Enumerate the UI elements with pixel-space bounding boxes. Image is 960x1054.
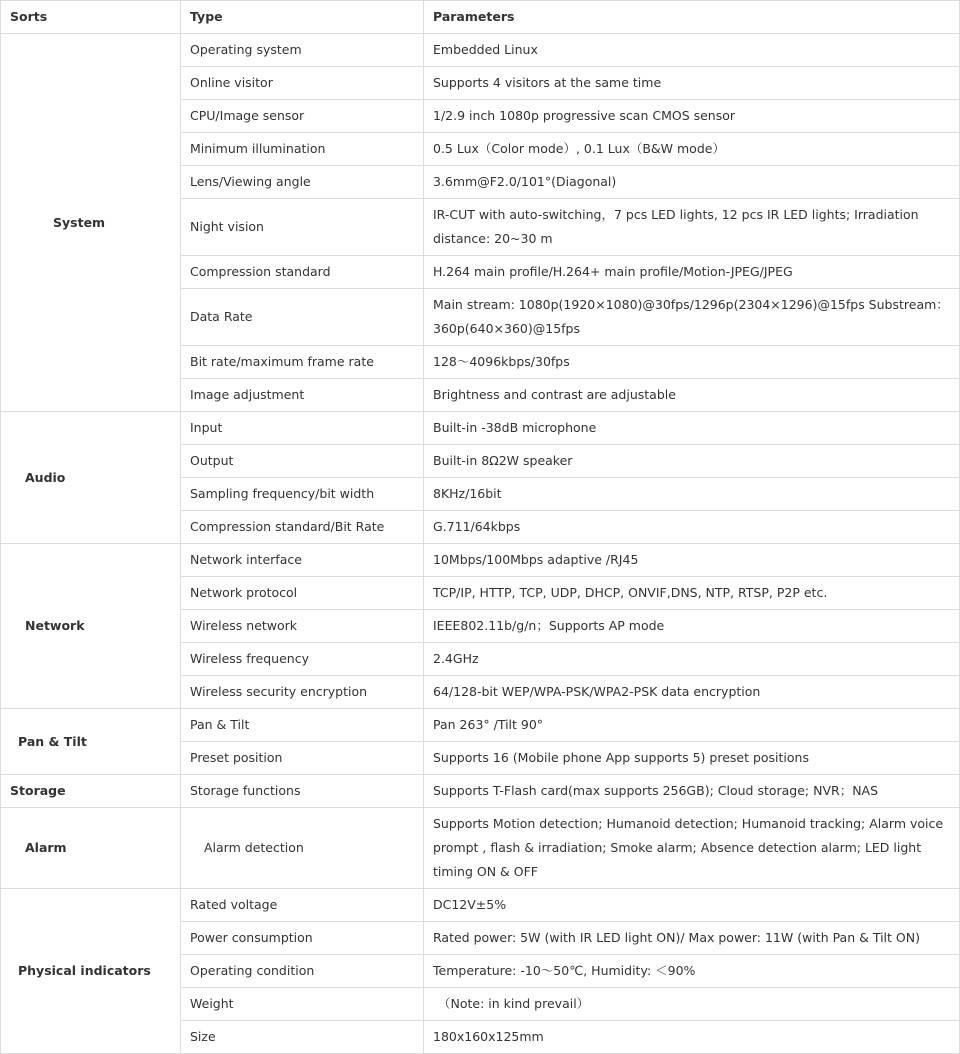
sort-system: System — [1, 34, 181, 412]
type-cell: Wireless network — [181, 610, 424, 643]
param-cell: 2.4GHz — [424, 643, 960, 676]
type-cell: Minimum illumination — [181, 133, 424, 166]
type-cell: Operating system — [181, 34, 424, 67]
type-cell: Storage functions — [181, 775, 424, 808]
type-cell: Power consumption — [181, 922, 424, 955]
param-cell: H.264 main profile/H.264+ main profile/Motion-JPEG/JPEG — [424, 256, 960, 289]
type-cell: Network interface — [181, 544, 424, 577]
param-cell: （Note: in kind prevail） — [424, 988, 960, 1021]
param-cell: Supports Motion detection; Humanoid detection; Humanoid tracking; Alarm voice prompt , flash & irradiation; Smoke alarm; Absence detection alarm; LED light timing ON & OFF — [424, 808, 960, 889]
param-cell: 1/2.9 inch 1080p progressive scan CMOS sensor — [424, 100, 960, 133]
type-cell: CPU/Image sensor — [181, 100, 424, 133]
table-row — [1, 412, 960, 445]
param-cell: 128～4096kbps/30fps — [424, 346, 960, 379]
param-cell: Embedded Linux — [424, 34, 960, 67]
type-cell: Compression standard/Bit Rate — [181, 511, 424, 544]
type-cell: Preset position — [181, 742, 424, 775]
param-cell: Supports 4 visitors at the same time — [424, 67, 960, 100]
type-cell: Input — [181, 412, 424, 445]
type-cell: Sampling frequency/bit width — [181, 478, 424, 511]
sort-physical-indicators: Physical indicators — [1, 889, 181, 1054]
type-cell: Data Rate — [181, 289, 424, 346]
param-cell: 10Mbps/100Mbps adaptive /RJ45 — [424, 544, 960, 577]
type-cell: Lens/Viewing angle — [181, 166, 424, 199]
table-row — [1, 808, 960, 889]
param-cell: Rated power: 5W (with IR LED light ON)/ Max power: 11W (with Pan & Tilt ON) — [424, 922, 960, 955]
type-cell: Output — [181, 445, 424, 478]
table-row — [1, 775, 960, 808]
param-cell: IEEE802.11b/g/n；Supports AP mode — [424, 610, 960, 643]
type-cell: Pan & Tilt — [181, 709, 424, 742]
param-cell: TCP/IP, HTTP, TCP, UDP, DHCP, ONVIF,DNS, NTP, RTSP, P2P etc. — [424, 577, 960, 610]
sort-audio: Audio — [1, 412, 181, 544]
table-row — [1, 544, 960, 577]
header-row — [1, 1, 960, 34]
header-parameters: Parameters — [424, 1, 960, 34]
type-cell: Operating condition — [181, 955, 424, 988]
type-cell: Network protocol — [181, 577, 424, 610]
sort-storage: Storage — [1, 775, 181, 808]
type-cell: Size — [181, 1021, 424, 1054]
type-cell: Alarm detection — [181, 808, 424, 889]
type-cell: Online visitor — [181, 67, 424, 100]
type-cell: Image adjustment — [181, 379, 424, 412]
table-row — [1, 709, 960, 742]
param-cell: IR-CUT with auto-switching，7 pcs LED lights, 12 pcs IR LED lights; Irradiation distance: 20~30 m — [424, 199, 960, 256]
param-cell: 0.5 Lux（Color mode）, 0.1 Lux（B&W mode） — [424, 133, 960, 166]
param-cell: DC12V±5% — [424, 889, 960, 922]
param-cell: Supports T-Flash card(max supports 256GB); Cloud storage; NVR；NAS — [424, 775, 960, 808]
type-cell: Wireless frequency — [181, 643, 424, 676]
param-cell: Supports 16 (Mobile phone App supports 5) preset positions — [424, 742, 960, 775]
param-cell: Pan 263° /Tilt 90° — [424, 709, 960, 742]
param-cell: Brightness and contrast are adjustable — [424, 379, 960, 412]
type-cell: Night vision — [181, 199, 424, 256]
header-sorts: Sorts — [1, 1, 181, 34]
param-cell: Built-in 8Ω2W speaker — [424, 445, 960, 478]
type-cell: Wireless security encryption — [181, 676, 424, 709]
param-cell: Built-in -38dB microphone — [424, 412, 960, 445]
header-type: Type — [181, 1, 424, 34]
type-cell: Rated voltage — [181, 889, 424, 922]
sort-network: Network — [1, 544, 181, 709]
param-cell: 8KHz/16bit — [424, 478, 960, 511]
sort-alarm: Alarm — [1, 808, 181, 889]
table-row — [1, 34, 960, 67]
param-cell: 64/128-bit WEP/WPA-PSK/WPA2-PSK data encryption — [424, 676, 960, 709]
param-cell: G.711/64kbps — [424, 511, 960, 544]
param-cell: 3.6mm@F2.0/101°(Diagonal) — [424, 166, 960, 199]
param-cell: Temperature: -10～50℃, Humidity: ＜90% — [424, 955, 960, 988]
type-cell: Compression standard — [181, 256, 424, 289]
param-cell: Main stream: 1080p(1920×1080)@30fps/1296p(2304×1296)@15fps Substream：360p(640×360)@15fps — [424, 289, 960, 346]
table-row — [1, 889, 960, 922]
type-cell: Bit rate/maximum frame rate — [181, 346, 424, 379]
param-cell: 180x160x125mm — [424, 1021, 960, 1054]
type-cell: Weight — [181, 988, 424, 1021]
sort-pan-tilt: Pan & Tilt — [1, 709, 181, 775]
